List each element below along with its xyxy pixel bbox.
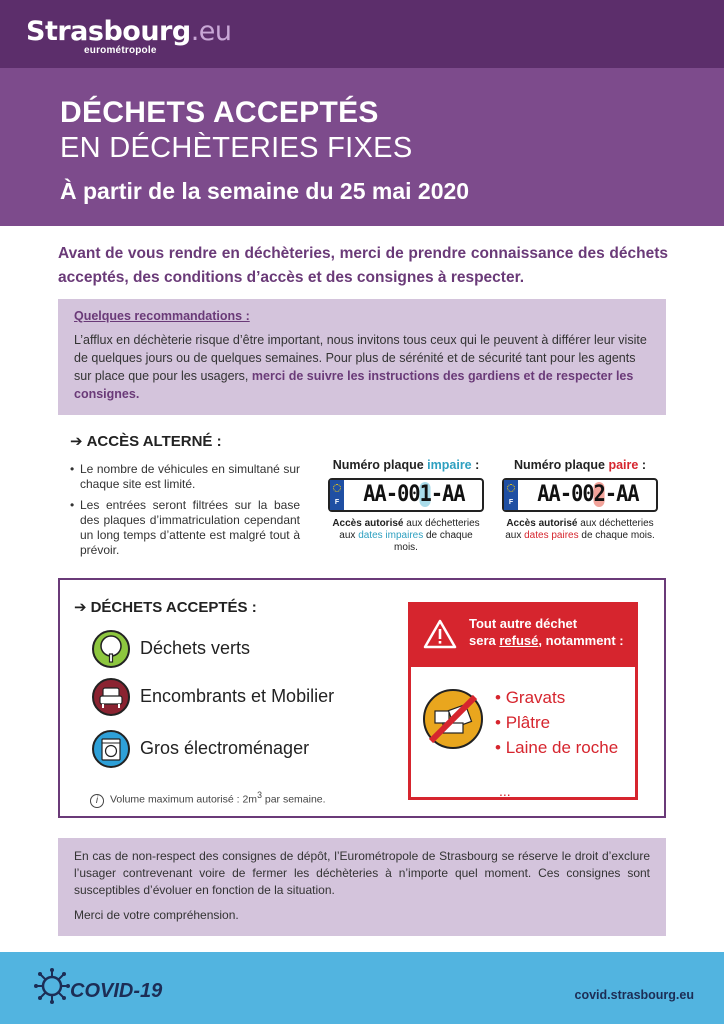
license-plate-odd <box>328 478 484 512</box>
list-item: • Les entrées seront filtrées sur la base des plaques d’immatriculation cependant un long temps d’attente est malgré tout à prévoir. <box>70 498 300 558</box>
odd-plate-label-prefix: Numéro plaque <box>332 458 424 472</box>
virus-icon <box>34 968 70 1004</box>
refused-header-text <box>469 615 639 649</box>
even-note-bold: Accès autorisé <box>506 518 578 529</box>
plate-number <box>525 480 650 510</box>
access-title <box>70 432 222 450</box>
even-note-highlight: dates paires <box>524 530 579 541</box>
even-plate-label-suffix: : <box>641 458 647 472</box>
plate-last-digit: 1 <box>419 482 431 507</box>
refused-list <box>495 685 618 760</box>
list-item: • Plâtre <box>495 710 618 735</box>
effective-date: À partir de la semaine du 25 mai 2020 <box>60 178 470 204</box>
bottom-bar <box>0 952 724 1024</box>
list-item: • Gravats <box>495 685 618 710</box>
arrow-right-icon: ➔ <box>70 432 83 450</box>
warning-icon <box>423 619 457 649</box>
accepted-title <box>74 598 257 616</box>
accepted-item-bulky <box>92 678 392 718</box>
logo-subtitle: eurométropole <box>84 45 157 56</box>
forbidden-rubble-icon <box>421 687 485 751</box>
top-bar <box>0 0 724 68</box>
odd-plate-block <box>326 458 486 554</box>
armchair-icon <box>92 678 130 716</box>
footer-note-text: En cas de non-respect des consignes de dépôt, l’Eurométropole de Strasbourg se réserve le droit d’exclure l’usager contrevenant voire de fermer les déchèteries à n’importe quel moment. Ces consignes sont susceptibles d’évoluer en fonction de la situation. <box>74 849 650 897</box>
refused-header-pre: sera <box>469 633 496 648</box>
washing-machine-icon <box>92 730 130 768</box>
access-list <box>70 462 300 564</box>
footer-note-box <box>58 838 666 936</box>
even-note-mid: aux déchetteries aux <box>505 518 654 541</box>
plate-number-end: -AA <box>604 482 639 507</box>
access-title-text: ACCÈS ALTERNÉ : <box>86 433 222 450</box>
plate-number <box>351 480 476 510</box>
odd-plate-label-word: impaire <box>427 458 472 472</box>
accepted-item-label: Déchets verts <box>140 638 251 658</box>
covid-label: COVID-19 <box>70 980 163 1002</box>
odd-note-mid: aux déchetteries aux <box>339 518 480 541</box>
even-plate-note <box>500 518 660 542</box>
refused-header-line1: Tout autre déchet <box>469 616 578 631</box>
even-note-end: de chaque mois. <box>581 530 655 541</box>
even-plate-block <box>500 458 660 542</box>
refused-header <box>411 605 635 667</box>
strasbourg-logo <box>26 16 232 47</box>
plate-number-end: -AA <box>430 482 465 507</box>
accepted-item-appliances <box>92 730 392 770</box>
recommendations-text <box>74 331 650 403</box>
list-item: • Le nombre de véhicules en simultané sur chaque site est limité. <box>70 462 300 492</box>
odd-plate-label-suffix: : <box>475 458 480 472</box>
accepted-item-label: Encombrants et Mobilier <box>140 686 335 706</box>
odd-note-end: de chaque mois. <box>394 530 473 553</box>
recommendations-emphasis: merci de suivre les instructions des gardiens et de respecter les consignes. <box>74 369 634 401</box>
eu-flag-icon: F <box>330 480 344 510</box>
info-icon: i <box>90 794 104 808</box>
volume-note-suffix: par semaine. <box>261 793 326 806</box>
accepted-item-green-waste <box>92 630 392 670</box>
refused-waste-box <box>408 602 638 800</box>
plate-number-start: AA-00 <box>363 482 420 507</box>
footer-thanks: Merci de votre compréhension. <box>74 908 239 922</box>
volume-note-exponent: 3 <box>257 790 262 800</box>
volume-note-prefix: Volume maximum autorisé : 2m <box>110 793 258 806</box>
intro-text: Avant de vous rendre en déchèteries, merci de prendre connaissance des déchets acceptés, des conditions d’accès et des consignes à respecter. <box>58 245 668 286</box>
page-title: DÉCHETS ACCEPTÉS <box>60 96 379 129</box>
logo-main-text: Strasbourg <box>26 16 191 47</box>
header-banner <box>0 68 724 226</box>
refused-ellipsis: ... <box>499 783 511 799</box>
volume-note <box>90 790 326 808</box>
even-plate-label <box>500 458 660 472</box>
logo-suffix: .eu <box>190 16 232 47</box>
refused-header-post: , notamment : <box>538 633 624 648</box>
page-subtitle: EN DÉCHÈTERIES FIXES <box>60 132 413 164</box>
odd-note-highlight: dates impaires <box>358 530 424 541</box>
even-plate-label-prefix: Numéro plaque <box>513 458 605 472</box>
list-item: • Laine de roche <box>495 735 618 760</box>
odd-note-bold: Accès autorisé <box>332 518 404 529</box>
plate-number-start: AA-00 <box>537 482 594 507</box>
license-plate-even <box>502 478 658 512</box>
accepted-title-text: DÉCHETS ACCEPTÉS : <box>90 599 257 616</box>
eu-flag-icon: F <box>504 480 518 510</box>
covid-website-link[interactable]: covid.strasbourg.eu <box>574 988 694 1002</box>
odd-plate-note <box>326 518 486 554</box>
accepted-item-label: Gros électroménager <box>140 738 310 758</box>
even-plate-label-word: paire <box>608 458 639 472</box>
arrow-right-icon: ➔ <box>74 598 87 616</box>
refused-word: refusé <box>499 633 539 648</box>
plate-last-digit: 2 <box>593 482 605 507</box>
recommendations-title: Quelques recommandations : <box>74 309 250 323</box>
tree-icon <box>92 630 130 668</box>
recommendations-box <box>58 299 666 415</box>
accepted-waste-box <box>58 578 666 818</box>
odd-plate-label <box>326 458 486 472</box>
recommendations-body: L’afflux en déchèterie risque d’être important, nous invitons tous ceux qui le peuvent à différer leur visite de quelques jours ou de quelques semaines. Pour plus de sérénité et de sécurité tant pour les agents sur place que pour les usagers, <box>74 333 647 383</box>
